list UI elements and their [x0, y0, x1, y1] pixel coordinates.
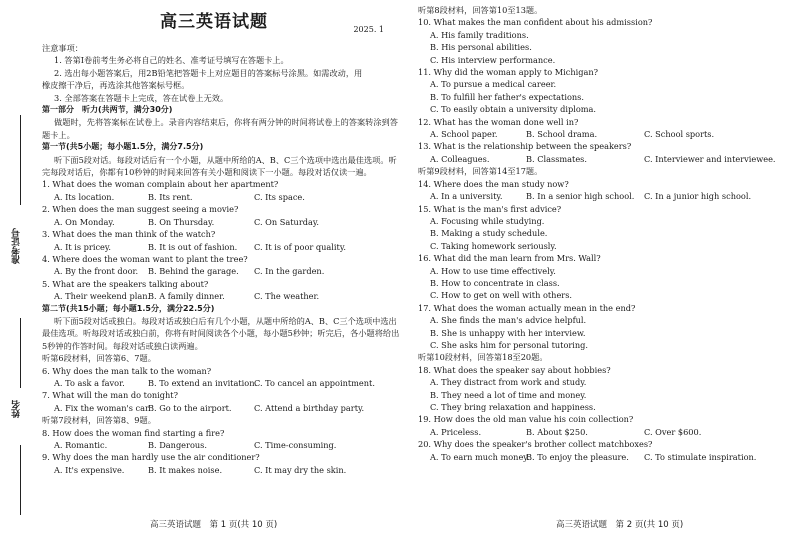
binding-line-top	[20, 115, 21, 205]
option-a: A. She finds the man's advice helpful.	[430, 315, 587, 326]
option-a: A. His family traditions.	[430, 29, 529, 40]
question-text: 18. What does the speaker say about hobbies?	[418, 364, 611, 375]
option-c: C. His interview performance.	[430, 54, 556, 65]
question-text: 4. Where does the woman want to plant the tree?	[42, 253, 248, 264]
question-text: 9. Why does the man hardly use the air conditioner?	[42, 452, 260, 463]
option-b: B. How to concentrate in class.	[430, 277, 560, 288]
option-b: B. To extend an invitation.	[148, 377, 258, 388]
question-block	[42, 228, 400, 253]
option-a: A. By the front door.	[54, 266, 139, 277]
question-text: 13. What is the relationship between the speakers?	[418, 141, 632, 152]
option-b: B. It makes noise.	[148, 464, 223, 475]
question-text: 1. What does the woman complain about her apartment?	[42, 179, 279, 190]
question-text: 12. What has the woman done well in?	[418, 116, 579, 127]
option-c: C. In the garden.	[254, 266, 325, 277]
option-c: C. In a junior high school.	[644, 191, 752, 202]
option-a: A. Priceless.	[430, 426, 482, 437]
option-c: C. It may dry the skin.	[254, 464, 347, 475]
option-b: B. Go to the airport.	[148, 402, 232, 413]
option-b: B. Classmates.	[526, 153, 587, 164]
question-block	[42, 278, 400, 303]
option-c: C. Interviewer and interviewee.	[644, 153, 776, 164]
question-text: 15. What is the man's first advice?	[418, 203, 562, 214]
question-text: 10. What makes the man confident about his admission?	[418, 17, 653, 28]
option-b: B. It is out of fashion.	[148, 241, 238, 252]
section1-heading: 第一节(共5小题；每小题1.5分，满分7.5分)	[42, 142, 204, 152]
part1-intro: 做题时，先将答案标在试卷上。录音内容结束后，你将有两分钟的时间将试卷上的答案转涂到答题卡上。	[42, 117, 398, 140]
option-c: C. On Saturday.	[254, 216, 319, 227]
question-text: 19. How does the old man value his coin collection?	[418, 414, 634, 425]
option-b: B. School drama.	[526, 129, 598, 140]
option-b: B. Making a study schedule.	[430, 228, 548, 239]
option-a: A. It is pricey.	[54, 241, 112, 252]
option-c: C. Taking homework seriously.	[430, 240, 557, 251]
question-text: 3. What does the man think of the watch?	[42, 229, 216, 240]
option-a: A. To earn much money.	[430, 451, 530, 462]
question-text: 5. What are the speakers talking about?	[42, 278, 209, 289]
page-2	[418, 4, 794, 463]
option-b: B. Behind the garage.	[148, 266, 239, 277]
option-b: B. On Thursday.	[148, 216, 215, 227]
question-text: 8. How does the woman find starting a fire?	[42, 427, 225, 438]
option-c: C. School sports.	[644, 129, 715, 140]
question-text: 11. Why did the woman apply to Michigan?	[418, 67, 599, 78]
option-a: A. They distract from work and study.	[430, 377, 587, 388]
option-b: B. She is unhappy with her interview.	[430, 327, 586, 338]
question-text: 2. When does the man suggest seeing a movie?	[42, 204, 239, 215]
section2-intro: 听下面5段对话或独白。每段对话或独白后有几个小题，从题中所给的A、B、C三个选项中选出最佳选项。听每段对话或独白前，你将有时间阅读各个小题，每小题5秒钟；听完后，各小题将给出5秒钟的作答时间。每段对话或独白读两遍。	[42, 315, 400, 351]
note-item: 2. 选出每小题答案后，用2B铅笔把答题卡上对应题目的答案标号涂黑。如需改动，用	[54, 67, 363, 78]
exam-title: 高三英语试题	[160, 12, 268, 32]
option-a: A. To ask a favor.	[54, 377, 125, 388]
material-note: 听第10段材料，回答第18至20题。	[418, 352, 548, 363]
option-b: B. They need a lot of time and money.	[430, 389, 587, 400]
option-c: C. How to get on well with others.	[430, 290, 573, 301]
material-note: 听第6段材料，回答第6、7题。	[42, 353, 156, 364]
material-note: 听第7段材料，回答第8、9题。	[42, 415, 156, 426]
option-c: C. Its space.	[254, 191, 305, 202]
section2-heading: 第二节(共15小题；每小题1.5分，满分22.5分)	[42, 303, 215, 313]
question-text: 7. What will the man do tonight?	[42, 390, 178, 401]
question-text: 14. Where does the man study now?	[418, 178, 569, 189]
option-b: B. About $250.	[526, 426, 588, 437]
option-a: A. Its location.	[54, 191, 115, 202]
question-text: 16. What did the man learn from Mrs. Wall?	[418, 253, 601, 264]
note-item: 1. 答第Ⅰ卷前考生务必将自己的姓名、准考证号填写在答题卡上。	[54, 55, 289, 66]
part1-heading: 第一部分 听力(共两节，满分30分)	[42, 105, 173, 115]
option-a: A. Colleagues.	[430, 153, 490, 164]
notes-heading: 注意事项：	[42, 43, 83, 53]
question-block	[42, 427, 400, 452]
question-block	[42, 451, 400, 476]
option-c: C. They bring relaxation and happiness.	[430, 402, 596, 412]
page-footer-left: 高三英语试题 第 1 页(共 10 页)	[150, 520, 278, 530]
option-a: A. Focusing while studying.	[430, 215, 545, 226]
option-a: A. How to use time effectively.	[430, 265, 556, 276]
option-a: A. Romantic.	[54, 440, 108, 450]
option-c: C. It is of poor quality.	[254, 241, 346, 252]
note-item: 3. 全部答案在答题卡上完成，答在试卷上无效。	[54, 92, 229, 103]
option-c: C. The weather.	[254, 291, 320, 302]
option-b: B. His personal abilities.	[430, 42, 532, 53]
option-a: A. On Monday.	[54, 216, 115, 227]
exam-id-label: 准考证号	[12, 228, 22, 264]
section1-intro: 听下面5段对话。每段对话后有一个小题，从题中所给的A、B、C三个选项中选出最佳选项。听完每段对话后，你都有10秒钟的时间来回答有关小题和阅读下一小题。每段对话仅读一遍。	[42, 154, 397, 178]
question-block	[42, 365, 400, 390]
option-a: A. It's expensive.	[54, 464, 125, 475]
option-a: A. To pursue a medical career.	[430, 79, 557, 90]
binding-line-bottom	[20, 445, 21, 515]
option-c: C. Over $600.	[644, 426, 702, 437]
option-c: C. Attend a birthday party.	[254, 402, 365, 413]
option-a: A. Their weekend plan.	[54, 291, 151, 302]
question-text: 17. What does the woman actually mean in the end?	[418, 302, 636, 313]
option-b: B. A family dinner.	[148, 291, 225, 302]
question-block	[42, 178, 400, 203]
option-b: B. Dangerous.	[148, 440, 207, 450]
option-b: B. In a senior high school.	[526, 191, 635, 202]
option-c: C. To easily obtain a university diploma.	[430, 104, 597, 115]
material-note: 听第9段材料，回答第14至17题。	[418, 166, 543, 177]
question-block	[42, 203, 400, 228]
option-a: A. School paper.	[430, 129, 498, 140]
question-block	[42, 389, 400, 414]
option-b: B. To fulfill her father's expectations.	[430, 91, 584, 102]
page-footer-right: 高三英语试题 第 2 页(共 10 页)	[556, 520, 684, 530]
option-b: B. To enjoy the pleasure.	[526, 451, 629, 462]
binding-line-mid	[20, 318, 21, 388]
option-a: A. Fix the woman's car.	[54, 402, 151, 413]
question-block	[42, 253, 400, 278]
name-label: 姓名	[12, 400, 22, 418]
question-text: 6. Why does the man talk to the woman?	[42, 365, 212, 376]
question-text: 20. Why does the speaker's brother collect matchboxes?	[418, 439, 653, 450]
note-item: 橡皮擦干净后，再选涂其他答案标号框。	[42, 80, 190, 91]
option-b: B. Its rent.	[148, 191, 193, 202]
page-1	[42, 0, 400, 476]
material-note: 听第8段材料，回答第10至13题。	[418, 5, 543, 15]
option-a: A. In a university.	[430, 191, 503, 202]
option-c: C. Time-consuming.	[254, 440, 337, 450]
option-c: C. To stimulate inspiration.	[644, 451, 757, 462]
exam-date: 2025. 1	[353, 25, 384, 34]
option-c: C. To cancel an appointment.	[254, 377, 375, 388]
option-c: C. She asks him for personal tutoring.	[430, 339, 589, 350]
